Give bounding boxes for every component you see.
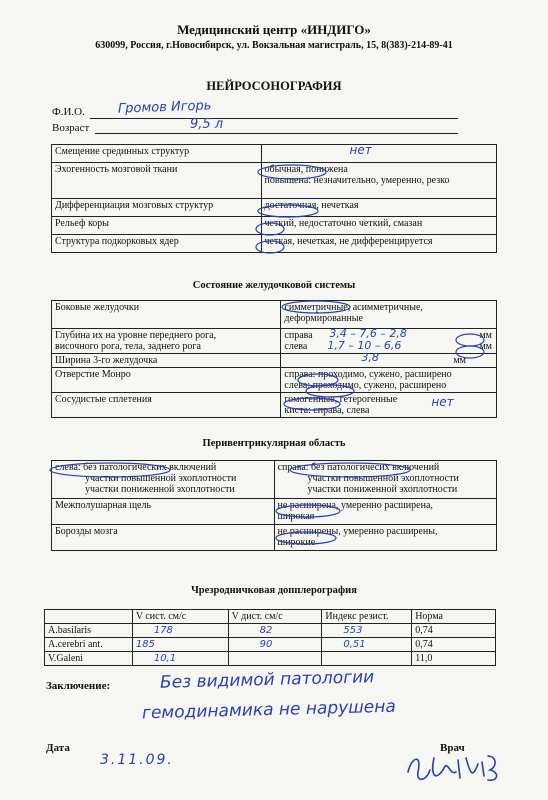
vessel-name: A.cerebri ant.	[45, 638, 133, 652]
v-diastolic-value: 82	[259, 625, 273, 636]
section-periventricular-title: Перивентрикулярная область	[202, 438, 346, 449]
v-systolic	[132, 652, 228, 666]
norm-value: 0,74	[412, 624, 496, 638]
resistance-index	[322, 624, 412, 638]
unit-mm: мм	[453, 355, 466, 366]
v-diastolic	[228, 624, 322, 638]
right-label: справа	[284, 330, 313, 341]
table-header-row	[45, 610, 496, 624]
v-diastolic-value: 90	[259, 639, 273, 650]
row-label: Эхогенность мозговой ткани	[52, 163, 262, 199]
norm-value: 0,74	[412, 638, 496, 652]
resistance-index-value: 0,51	[343, 639, 366, 650]
fio-label: Ф.И.О.	[52, 106, 85, 118]
table-row	[52, 525, 497, 551]
conclusion-label: Заключение:	[46, 680, 111, 692]
left-line1: слева: без патологических включений	[55, 462, 217, 473]
doctor-label: Врач	[440, 742, 465, 754]
resistance-index	[322, 638, 412, 652]
left-line2: участки повышенной эхоплотности	[85, 473, 237, 484]
fio-line	[90, 118, 458, 119]
row-label: Отверстие Монро	[52, 368, 281, 393]
row-label-line1: Глубина их на уровне переднего рога,	[55, 330, 217, 341]
center-address: 630099, Россия, г.Новосибирск, ул. Вокзальная магистраль, 15, 8(383)-214-89-41	[95, 40, 453, 51]
right-cell	[274, 461, 497, 499]
row-label: Структура подкорковых ядер	[52, 235, 262, 253]
header-cell: Индекс резист.	[322, 610, 412, 624]
table-row	[52, 145, 497, 163]
left-depth-handwritten: 1,7 – 10 – 6,6	[327, 339, 402, 352]
date-label: Дата	[46, 742, 70, 754]
table-row	[52, 393, 497, 418]
norm-value: 11,0	[412, 652, 496, 666]
conclusion-handwritten-line1: Без видимой патологии	[159, 667, 375, 693]
header-cell	[45, 610, 133, 624]
row-value	[281, 301, 497, 329]
table-row	[52, 235, 497, 253]
row-label: Борозды мозга	[52, 525, 275, 551]
table-row	[52, 354, 497, 368]
doppler-table	[44, 609, 496, 666]
row-value: четкая, нечеткая, не дифференцируется	[261, 235, 496, 253]
table-row	[52, 499, 497, 525]
row-value-line2: киста: справа, слева	[284, 405, 370, 416]
row-label: Сосудистые сплетения	[52, 393, 281, 418]
vessel-name: V.Galeni	[45, 652, 133, 666]
age-line	[95, 133, 458, 134]
v-systolic-value: 10,1	[153, 653, 177, 664]
resistance-index-value: 553	[343, 625, 363, 636]
right-depth-handwritten: 3,4 – 7,6 – 2,8	[329, 327, 407, 340]
left-label: слева	[284, 341, 308, 352]
handwritten-note: нет	[431, 395, 454, 409]
row-value	[274, 525, 497, 551]
row-value-line1: гомогенные, гетерогенные	[284, 394, 398, 405]
section-doppler-title: Чрезродничковая допплерография	[191, 585, 357, 596]
row-label	[52, 329, 281, 354]
document-title: НЕЙРОСОНОГРАФИЯ	[206, 79, 342, 93]
row-value-line2: широкая	[277, 511, 315, 522]
date-handwritten: 3.11.09.	[100, 752, 174, 768]
unit-mm: мм	[479, 330, 492, 341]
row-value-line1: обычная, понижена	[264, 164, 348, 175]
row-value-line2: слева: проходимо, сужено, расширено	[284, 380, 447, 391]
row-label: Рельеф коры	[52, 217, 262, 235]
resistance-index	[322, 652, 412, 666]
row-value	[281, 393, 497, 418]
table-row	[52, 217, 497, 235]
table-row	[52, 368, 497, 393]
conclusion-handwritten-line2: гемодинамика не нарушена	[141, 696, 397, 724]
v-systolic	[132, 638, 228, 652]
row-label-line2: височного рога, тела, заднего рога	[55, 341, 201, 352]
v-systolic-value: 178	[153, 625, 173, 636]
third-ventricle-handwritten: 3,8	[361, 351, 379, 364]
row-value	[261, 145, 496, 163]
header-cell: Норма	[412, 610, 496, 624]
row-value-line1: не расширена, умеренно расширена,	[277, 500, 433, 511]
table-row	[52, 199, 497, 217]
row-value-line1: не расширены, умеренно расширены,	[277, 526, 438, 537]
row-value	[274, 499, 497, 525]
row-value	[281, 368, 497, 393]
table-row	[45, 624, 496, 638]
header-cell: V дист. см/с	[228, 610, 322, 624]
handwritten-note: нет	[349, 143, 372, 157]
right-line1: справа: без патологичесих включений	[277, 462, 440, 473]
table-row	[52, 301, 497, 329]
vessel-name: A.basilaris	[45, 624, 133, 638]
row-label: Ширина 3-го желудочка	[52, 354, 281, 368]
brain-structure-table	[51, 144, 497, 253]
row-value-line2: деформированные	[284, 313, 363, 324]
row-value-line2: широкие	[277, 537, 316, 548]
row-value-line1: симметричные, асимметричные,	[284, 302, 423, 313]
row-value	[281, 329, 497, 354]
v-systolic	[132, 624, 228, 638]
row-label: Боковые желудочки	[52, 301, 281, 329]
table-row	[52, 461, 497, 499]
right-line2: участки повышенной эхоплотности	[307, 473, 459, 484]
center-name: Медицинский центр «ИНДИГО»	[177, 22, 371, 37]
ventricular-table	[51, 300, 497, 418]
row-value-line2: повышена: незначительно, умеренно, резко	[264, 175, 450, 186]
row-value: четкий, недостаточно четкий, смазан	[261, 217, 496, 235]
row-label: Межполушарная щель	[52, 499, 275, 525]
v-systolic-value: 185	[135, 639, 155, 650]
row-value	[281, 351, 497, 368]
row-value: достаточная, нечеткая	[261, 199, 496, 217]
right-line3: участки пониженной эхоплотности	[307, 484, 458, 495]
age-label: Возраст	[52, 122, 90, 134]
age-handwritten: 9,5 л	[190, 117, 224, 132]
table-row	[52, 329, 497, 354]
table-row	[45, 638, 496, 652]
header-cell: V сист. см/с	[132, 610, 228, 624]
row-label: Дифференциация мозговых структур	[52, 199, 262, 217]
doctor-signature-icon	[400, 742, 510, 788]
v-diastolic	[228, 652, 322, 666]
fio-handwritten: Громов Игорь	[117, 98, 212, 117]
section-ventricular-title: Состояние желудочковой системы	[192, 280, 356, 291]
unit-mm: мм	[479, 341, 492, 352]
row-value	[261, 163, 496, 199]
table-row	[45, 652, 496, 666]
left-line3: участки пониженной эхоплотности	[85, 484, 235, 495]
left-cell	[52, 461, 275, 499]
periventricular-table	[51, 460, 497, 551]
row-value-line1: справа: проходимо, сужено, расширено	[284, 369, 452, 380]
row-label: Смещение срединных структур	[52, 145, 262, 163]
table-row	[52, 163, 497, 199]
v-diastolic	[228, 638, 322, 652]
